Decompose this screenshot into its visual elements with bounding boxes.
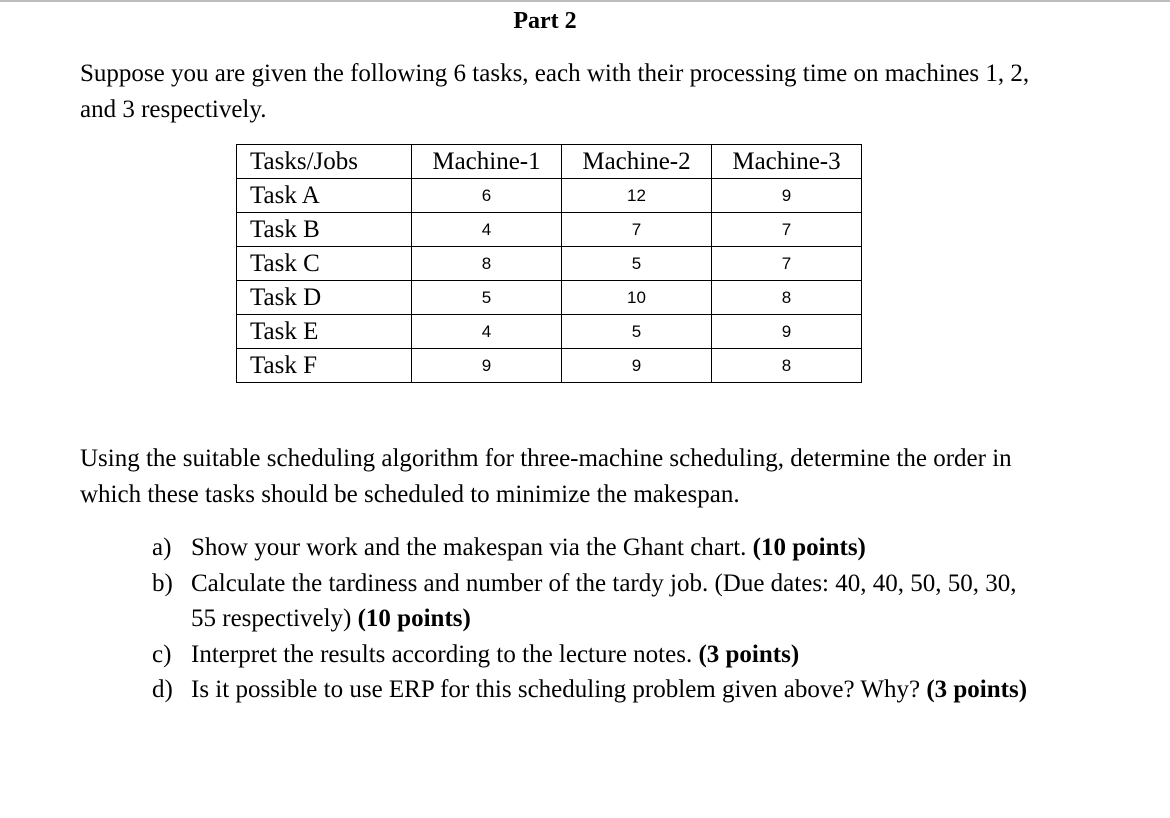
machine-2-time: 9 xyxy=(562,349,712,383)
question-points: (3 points) xyxy=(926,676,1028,703)
task-name: Task B xyxy=(237,213,412,247)
machine-3-time: 9 xyxy=(712,179,862,213)
header-machine-2: Machine-2 xyxy=(562,145,712,179)
page-title: Part 2 xyxy=(513,8,577,34)
question-text: Interpret the results according to the lecture notes. xyxy=(191,640,693,668)
task-name: Task F xyxy=(237,349,412,383)
task-name: Task C xyxy=(237,247,412,281)
table-header-row xyxy=(237,145,862,179)
machine-3-time: 8 xyxy=(712,281,862,315)
table-row xyxy=(237,315,862,349)
question-marker: b) xyxy=(152,569,173,597)
machine-3-time: 7 xyxy=(712,247,862,281)
table-row xyxy=(237,179,862,213)
question-points: (10 points) xyxy=(357,605,471,632)
machine-2-time: 10 xyxy=(562,281,712,315)
table-row xyxy=(237,349,862,383)
list-item xyxy=(152,530,1032,566)
machine-1-time: 5 xyxy=(412,281,562,315)
question-marker: c) xyxy=(152,640,172,668)
question-points: (3 points) xyxy=(698,640,800,668)
instruction-paragraph: Using the suitable scheduling algorithm for three-machine scheduling, determine the order in which these tasks should be scheduled to minimize the makespan. xyxy=(80,445,1012,508)
table-row xyxy=(237,213,862,247)
list-item xyxy=(152,672,1032,708)
list-item xyxy=(152,637,1032,673)
machine-1-time: 4 xyxy=(412,315,562,349)
question-points: (10 points) xyxy=(752,534,866,561)
question-text: Calculate the tardiness and number of the tardy job. (Due dates: 40, 40, 50, 50, 30, 55 respectively) xyxy=(191,569,1017,632)
table-row xyxy=(237,247,862,281)
task-name: Task A xyxy=(237,179,412,213)
intro-paragraph: Suppose you are given the following 6 tasks, each with their processing time on machines 1, 2, and 3 respectively. xyxy=(80,60,1030,123)
task-name: Task D xyxy=(237,281,412,315)
header-machine-1: Machine-1 xyxy=(412,145,562,179)
top-border-line xyxy=(0,0,1170,2)
question-marker: a) xyxy=(152,534,172,561)
machine-1-time: 4 xyxy=(412,213,562,247)
machine-2-time: 5 xyxy=(562,247,712,281)
header-tasks-jobs: Tasks/Jobs xyxy=(237,145,412,179)
machine-2-time: 5 xyxy=(562,315,712,349)
machine-2-time: 7 xyxy=(562,213,712,247)
machine-1-time: 6 xyxy=(412,179,562,213)
header-machine-3: Machine-3 xyxy=(712,145,862,179)
machine-1-time: 9 xyxy=(412,349,562,383)
list-item xyxy=(152,566,1032,637)
machine-3-time: 9 xyxy=(712,315,862,349)
machine-3-time: 8 xyxy=(712,349,862,383)
task-processing-table xyxy=(236,144,862,383)
machine-3-time: 7 xyxy=(712,213,862,247)
question-list xyxy=(152,530,1032,708)
machine-1-time: 8 xyxy=(412,247,562,281)
question-text: Is it possible to use ERP for this scheduling problem given above? Why? xyxy=(191,676,921,703)
table-row xyxy=(237,281,862,315)
question-marker: d) xyxy=(152,676,173,703)
task-name: Task E xyxy=(237,315,412,349)
machine-2-time: 12 xyxy=(562,179,712,213)
question-text: Show your work and the makespan via the Ghant chart. xyxy=(191,534,747,561)
